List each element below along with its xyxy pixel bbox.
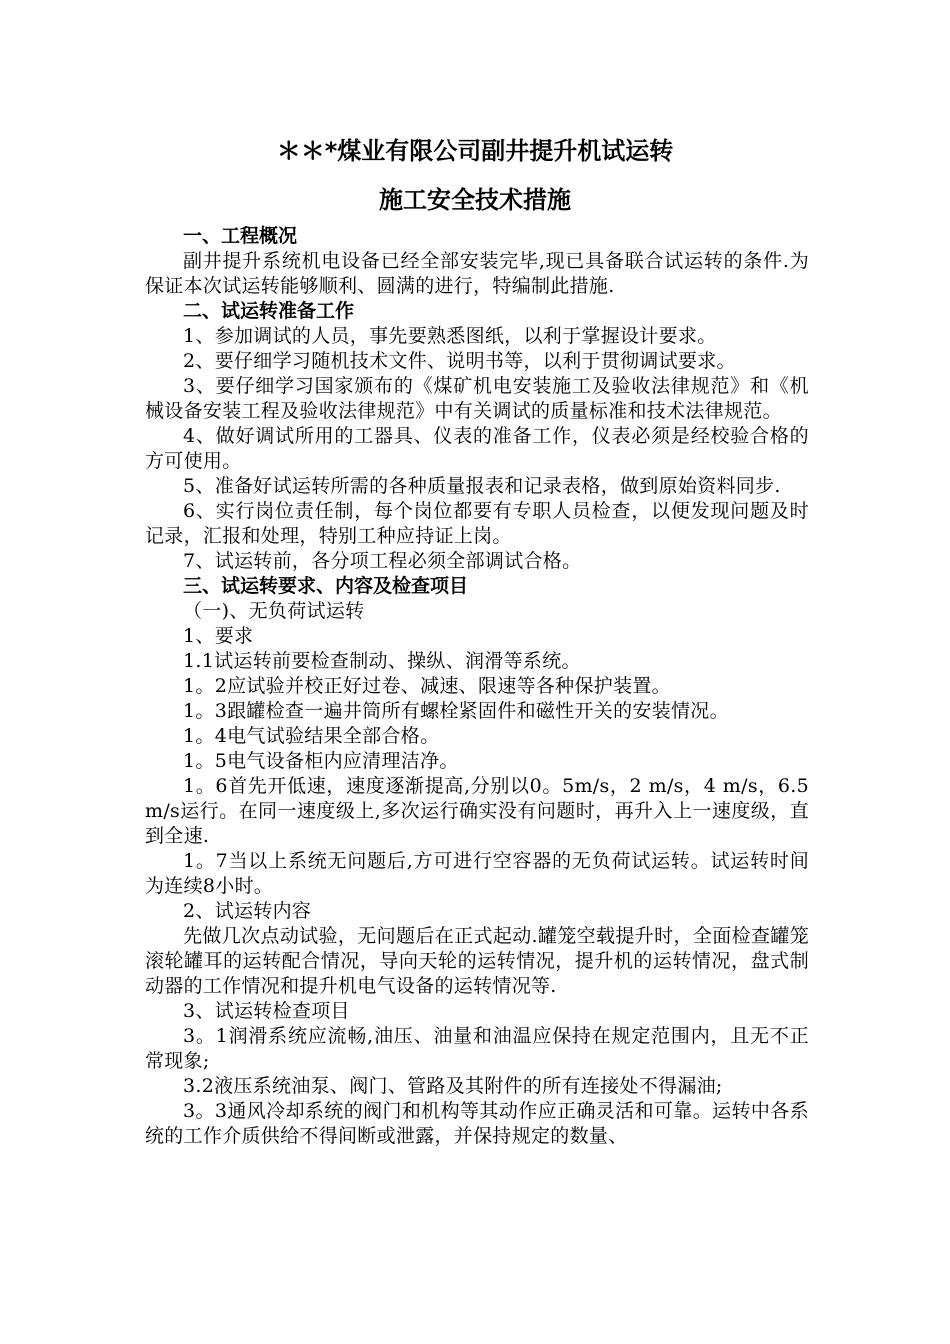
body-paragraph: 6、实行岗位责任制，每个岗位都要有专职人员检查，以便发现问题及时记录，汇报和处理，特别工种应持证上岗。 — [145, 500, 809, 547]
body-paragraph: 2、要仔细学习随机技术文件、说明书等，以利于贯彻调试要求。 — [183, 350, 736, 372]
section-heading: 一、工程概况 — [183, 225, 298, 247]
body-paragraph: 5、准备好试运转所需的各种质量报表和记录表格，做到原始资料同步. — [183, 475, 781, 497]
body-paragraph: 3、要仔细学习国家颁布的《煤矿机电安装施工及验收法律规范》和《机械设备安装工程及验收法律规范》中有关调试的质量标准和技术法律规范。 — [145, 375, 809, 422]
body-paragraph: 3。1润滑系统应流畅,油压、油量和油温应保持在规定范围内，且无不正常现象; — [145, 1025, 809, 1072]
document-title-line1: ＊＊*煤业有限公司副井提升机试运转 — [276, 137, 674, 165]
body-paragraph: 1。7当以上系统无问题后,方可进行空容器的无负荷试运转。试运转时间为连续8小时。 — [145, 850, 809, 897]
body-paragraph: 3。3通风冷却系统的阀门和机构等其动作应正确灵活和可靠。运转中各系统的工作介质供给不得间断或泄露，并保持规定的数量、 — [145, 1100, 809, 1147]
body-paragraph: 3、试运转检查项目 — [183, 1000, 350, 1022]
section-heading: 二、试运转准备工作 — [183, 300, 355, 322]
body-paragraph: 副井提升系统机电设备已经全部安装完毕,现已具备联合试运转的条件.为保证本次试运转能够顺利、圆满的进行，特编制此措施. — [145, 250, 809, 297]
document-title-line2: 施工安全技术措施 — [379, 186, 571, 214]
body-paragraph: 1。5电气设备柜内应清理洁净。 — [183, 750, 459, 772]
body-paragraph: 1。6首先开低速，速度逐渐提高,分别以0。5m/s，2 m/s，4 m/s，6.5 m/s运行。在同一速度级上,多次运行确实没有问题时，再升入上一速度级，直到全速. — [145, 775, 809, 847]
section-heading: 三、试运转要求、内容及检查项目 — [183, 575, 469, 597]
body-paragraph: 1。2应试验并校正好过卷、减速、限速等各种保护装置。 — [183, 675, 671, 697]
body-paragraph: 2、试运转内容 — [183, 900, 312, 922]
body-paragraph: 7、试运转前，各分项工程必须全部调试合格。 — [183, 550, 582, 572]
body-paragraph: 1、要求 — [183, 625, 254, 647]
body-paragraph: 4、做好调试所用的工器具、仪表的准备工作，仪表必须是经校验合格的方可使用。 — [145, 425, 809, 472]
body-paragraph: 1.1试运转前要检查制动、操纵、润滑等系统。 — [183, 650, 581, 672]
body-paragraph: 1。3跟罐检查一遍井筒所有螺栓紧固件和磁性开关的安装情况。 — [183, 700, 729, 722]
body-paragraph: 1、参加调试的人员，事先要熟悉图纸，以利于掌握设计要求。 — [183, 325, 717, 347]
body-paragraph: 先做几次点动试验，无问题后在正式起动.罐笼空载提升时，全面检查罐笼滚轮罐耳的运转配合情况，导向天轮的运转情况，提升机的运转情况，盘式制动器的工作情况和提升机电气设备的运转情况等. — [145, 925, 809, 997]
body-paragraph: 1。4电气试验结果全部合格。 — [183, 725, 440, 747]
document-body — [145, 224, 809, 1149]
body-paragraph: 3.2液压系统油泵、阀门、管路及其附件的所有连接处不得漏油; — [183, 1075, 723, 1097]
body-paragraph: （一)、无负荷试运转 — [183, 600, 365, 622]
